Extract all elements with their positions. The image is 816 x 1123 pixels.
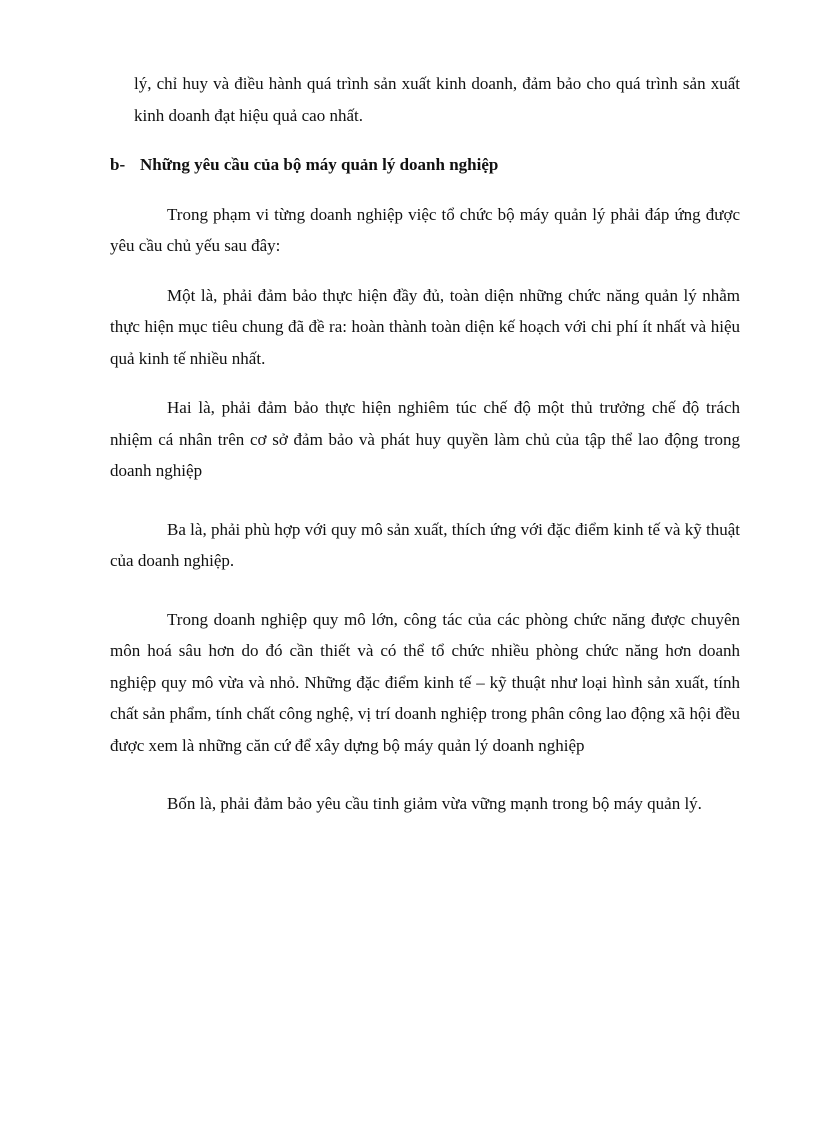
paragraph-requirement-four: Bốn là, phải đảm bảo yêu cầu tinh giảm vừa vững mạnh trong bộ máy quản lý. (167, 794, 702, 813)
paragraph-requirement-three: Ba là, phải phù hợp với quy mô sản xuất, thích ứng với đặc điểm kinh tế và kỹ thuật của doanh nghiệp. (110, 519, 740, 570)
section-heading-marker: b- (110, 155, 126, 174)
continued-paragraph: lý, chỉ huy và điều hành quá trình sản xuất kinh doanh, đảm bảo cho quá trình sản xuất kinh doanh đạt hiệu quả cao nhất. (134, 74, 740, 125)
paragraph-large-enterprise: Trong doanh nghiệp quy mô lớn, công tác của các phòng chức năng được chuyên môn hoá sâu hơn do đó cần thiết và có thể tổ chức nhiều phòng chức năng hơn doanh nghiệp quy mô vừa và nhỏ. Những đặc điểm kinh tế – kỹ thuật như loại hình sản xuất, tính chất sản phẩm, tính chất công nghệ, vị trí doanh nghiệp trong phân công lao động xã hội đều được xem là những căn cứ để xây dựng bộ máy quản lý doanh nghiệp (110, 609, 740, 755)
section-heading-text: Những yêu cầu của bộ máy quản lý doanh nghiệp (140, 155, 499, 174)
paragraph-requirement-one: Một là, phải đảm bảo thực hiện đầy đủ, toàn diện những chức năng quản lý nhằm thực hiện mục tiêu chung đã đề ra: hoàn thành toàn diện kế hoạch với chi phí ít nhất và hiệu quả kinh tế nhiều nhất. (110, 285, 740, 368)
paragraph-requirement-two: Hai là, phải đảm bảo thực hiện nghiêm túc chế độ một thủ trưởng chế độ trách nhiệm cá nhân trên cơ sở đảm bảo và phát huy quyền làm chủ của tập thể lao động trong doanh nghiệp (110, 398, 740, 480)
section-heading (110, 149, 740, 181)
document-page (110, 68, 740, 820)
paragraph-intro: Trong phạm vi từng doanh nghiệp việc tổ chức bộ máy quản lý phải đáp ứng được yêu cầu chủ yếu sau đây: (110, 204, 740, 255)
